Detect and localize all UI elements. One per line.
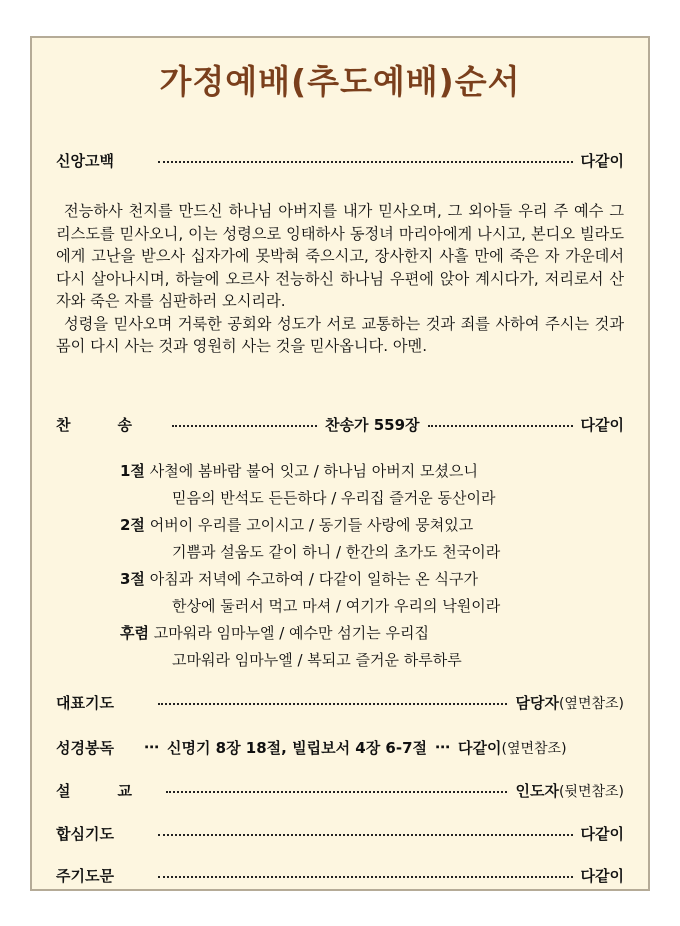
page-title: 가정예배(추도예배)순서 bbox=[159, 62, 521, 101]
hymn-verse-line: 한상에 둘러서 먹고 마셔 / 여기가 우리의 낙원이라 bbox=[172, 597, 501, 615]
verse-text: 어버이 우리를 고이시고 / 동기들 사랑에 뭉쳐있고 bbox=[149, 516, 474, 534]
prayer-who bbox=[515, 692, 624, 713]
scripture-note: (옆면참조) bbox=[501, 740, 567, 757]
creed-label: 신앙고백 bbox=[56, 151, 114, 170]
leader-dots bbox=[158, 834, 573, 836]
hymn-label-a: 찬 bbox=[56, 415, 71, 434]
prayer-note: (옆면참조) bbox=[558, 695, 624, 712]
hymn-verse-line bbox=[120, 620, 500, 647]
lords-prayer-label: 주기도문 bbox=[56, 866, 114, 885]
leader-dots-short: ⋯ bbox=[143, 738, 159, 756]
leader-dots bbox=[158, 161, 573, 163]
leader-dots-short: ⋯ bbox=[435, 738, 451, 756]
hymn-verse-line bbox=[120, 458, 500, 485]
leader-dots bbox=[158, 876, 573, 878]
hymn-row bbox=[56, 412, 624, 436]
hymn-label bbox=[56, 414, 132, 435]
verse-number: 3절 bbox=[120, 570, 145, 588]
sermon-who-text: 인도자 bbox=[515, 781, 559, 800]
creed-paragraph: 성령을 믿사오며 거룩한 공회와 성도가 서로 교통하는 것과 죄를 사하여 주시는 것과 몸이 다시 사는 것과 영원히 사는 것을 믿사옵니다. 아멘. bbox=[56, 314, 624, 355]
prayer-row bbox=[56, 690, 624, 714]
verse-text: 사철에 봄바람 불어 잇고 / 하나님 아버지 모셨으니 bbox=[149, 462, 478, 480]
scripture-passage: 신명기 8장 18절, 빌립보서 4장 6-7절 bbox=[166, 738, 428, 757]
verse-number: 1절 bbox=[120, 462, 145, 480]
creed-text bbox=[56, 200, 624, 358]
creed-paragraph: 전능하사 천지를 만드신 하나님 아버지를 내가 믿사오며, 그 외아들 우리 주 예수 그리스도를 믿사오니, 이는 성령으로 잉태하사 동정녀 마리아에게 나시고, 본디오 빌라도에게 고난을 받으사 십자가에 못박혀 죽으시고, 장사한지 사흘 만에 죽은 자 가운데서 다시 살아나시며, 하늘에 오르사 전능하신 하나님 우편에 앉아 계시다가, 저리로서 산자와 죽은 자를 심판하러 오시리라. bbox=[56, 202, 624, 310]
silent-prayer-row bbox=[56, 821, 624, 845]
lords-prayer-row bbox=[56, 863, 624, 887]
prayer-label: 대표기도 bbox=[56, 693, 114, 712]
leader-dots bbox=[158, 703, 508, 705]
sermon-label-a: 설 bbox=[56, 781, 71, 800]
creed-who: 다같이 bbox=[580, 151, 624, 170]
hymn-verse-line bbox=[120, 566, 500, 593]
hymn-label-b: 송 bbox=[117, 415, 132, 434]
scripture-who bbox=[458, 737, 567, 758]
sermon-who bbox=[515, 780, 624, 801]
hymn-verse-line: 기쁨과 설움도 같이 하니 / 한간의 초가도 천국이라 bbox=[172, 543, 501, 561]
silent-prayer-who: 다같이 bbox=[580, 824, 624, 843]
verse-number: 2절 bbox=[120, 516, 145, 534]
hymn-lyrics bbox=[120, 458, 500, 674]
creed-row bbox=[56, 148, 624, 172]
sermon-note: (뒷면참조) bbox=[558, 783, 624, 800]
verse-text: 고마워라 임마누엘 / 예수만 섬기는 우리집 bbox=[153, 624, 429, 642]
scripture-who-text: 다같이 bbox=[458, 738, 502, 757]
prayer-who-text: 담당자 bbox=[515, 693, 559, 712]
scripture-row bbox=[56, 735, 624, 759]
leader-dots bbox=[428, 425, 573, 427]
hymn-who: 다같이 bbox=[580, 415, 625, 434]
verse-text: 아침과 저녁에 수고하여 / 다같이 일하는 온 식구가 bbox=[149, 570, 478, 588]
leader-dots bbox=[166, 791, 507, 793]
scripture-label: 성경봉독 bbox=[56, 738, 114, 757]
hymn-verse-line: 고마워라 임마누엘 / 복되고 즐거운 하루하루 bbox=[172, 651, 462, 669]
sermon-row bbox=[56, 778, 624, 802]
worship-order-card bbox=[30, 36, 650, 891]
verse-number: 후렴 bbox=[120, 624, 149, 642]
sermon-label bbox=[56, 780, 132, 801]
hymn-verse-line: 믿음의 반석도 든든하다 / 우리집 즐거운 동산이라 bbox=[172, 489, 496, 507]
hymn-verse-line bbox=[120, 512, 500, 539]
leader-dots bbox=[172, 425, 317, 427]
lords-prayer-who: 다같이 bbox=[580, 866, 624, 885]
hymn-name: 찬송가 559장 bbox=[325, 415, 420, 434]
silent-prayer-label: 합심기도 bbox=[56, 824, 114, 843]
sermon-label-b: 교 bbox=[117, 781, 132, 800]
